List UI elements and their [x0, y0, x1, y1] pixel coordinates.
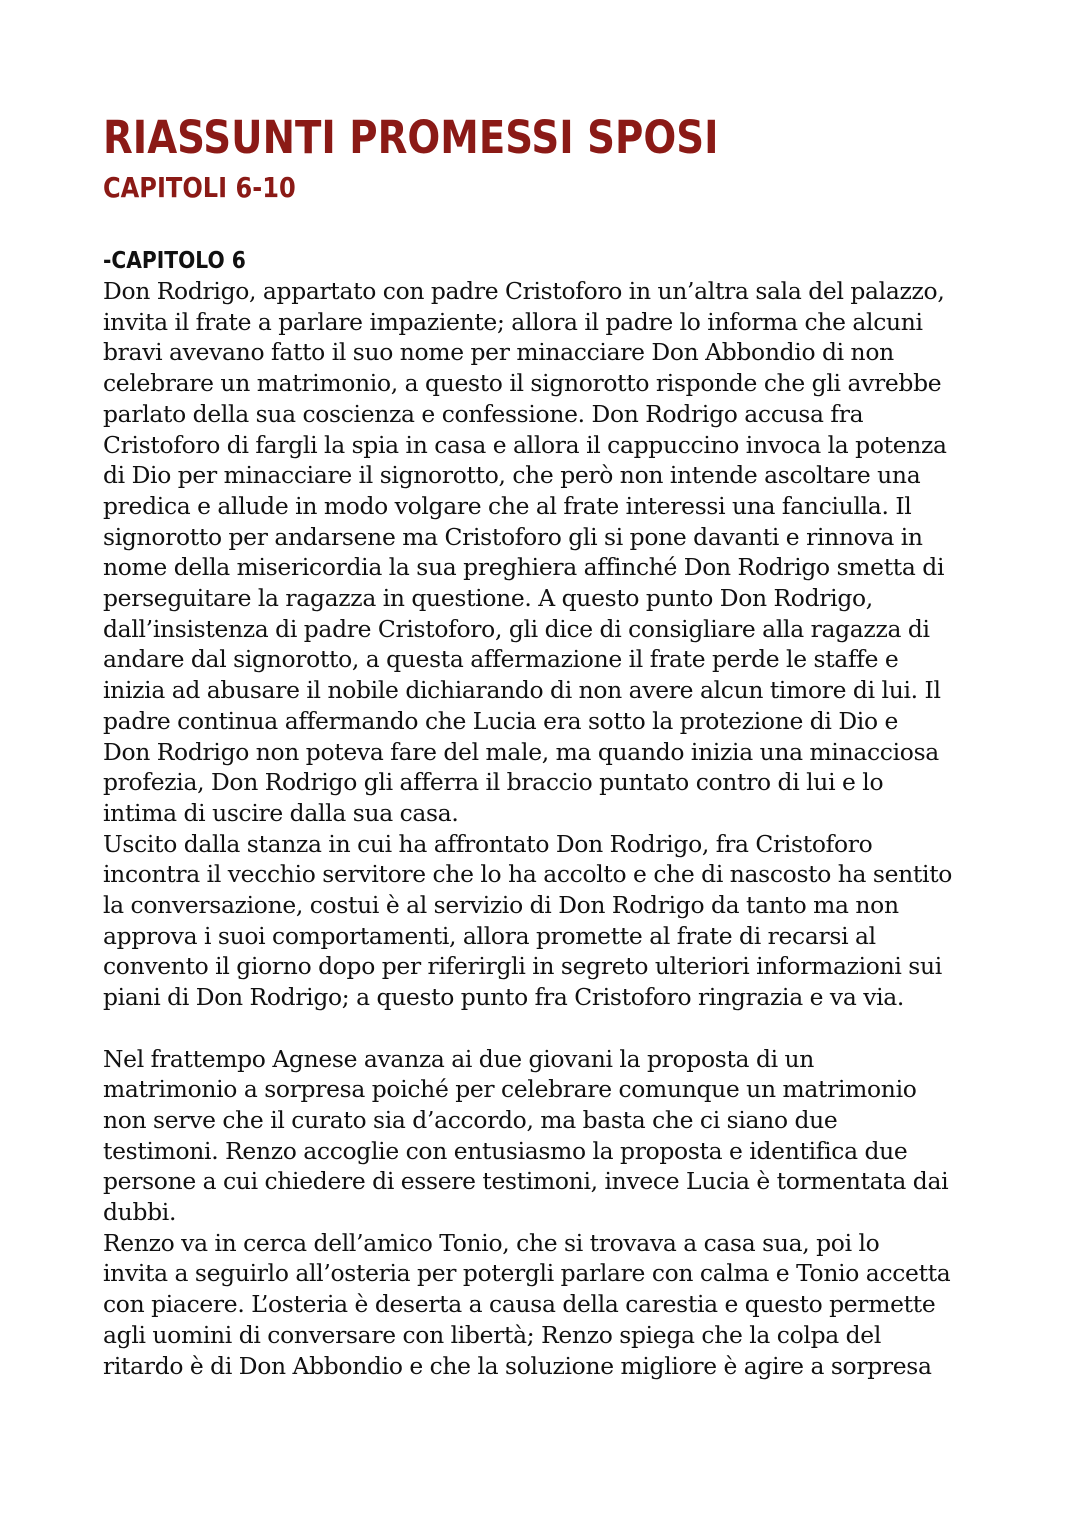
text-line: padre continua affermando che Lucia era sotto la protezione di Dio e — [103, 706, 899, 735]
body-text — [103, 276, 983, 1381]
text-line: convento il giorno dopo per riferirgli in segreto ulteriori informazioni sui — [103, 952, 942, 981]
text-line: bravi avevano fatto il suo nome per minacciare Don Abbondio di non — [103, 338, 894, 367]
text-line: non serve che il curato sia d’accordo, ma basta che ci siano due — [103, 1105, 838, 1134]
text-line: invita il frate a parlare impaziente; allora il padre lo informa che alcuni — [103, 307, 923, 336]
text-line: perseguitare la ragazza in questione. A questo punto Don Rodrigo, — [103, 584, 873, 613]
paragraph-gap — [103, 1013, 983, 1044]
text-line: ritardo è di Don Abbondio e che la soluzione migliore è agire a sorpresa — [103, 1351, 932, 1380]
text-line: dall’insistenza di padre Cristoforo, gli dice di consigliare alla ragazza di — [103, 614, 930, 643]
text-line: predica e allude in modo volgare che al frate interessi una fanciulla. Il — [103, 491, 912, 520]
text-line: Renzo va in cerca dell’amico Tonio, che si trovava a casa sua, poi lo — [103, 1228, 880, 1257]
text-line: piani di Don Rodrigo; a questo punto fra Cristoforo ringrazia e va via. — [103, 983, 905, 1012]
text-line: la conversazione, costui è al servizio di Don Rodrigo da tanto ma non — [103, 891, 899, 920]
paragraph — [103, 276, 983, 829]
paragraph — [103, 1228, 983, 1382]
document-title: RIASSUNTI PROMESSI SPOSI — [103, 111, 719, 164]
paragraph — [103, 829, 983, 1013]
text-line: signorotto per andarsene ma Cristoforo gli si pone davanti e rinnova in — [103, 522, 923, 551]
text-line: con piacere. L’osteria è deserta a causa della carestia e questo permette — [103, 1290, 936, 1319]
text-line: Don Rodrigo, appartato con padre Cristoforo in un’altra sala del palazzo, — [103, 277, 945, 305]
text-line: profezia, Don Rodrigo gli afferra il braccio puntato contro di lui e lo — [103, 768, 884, 797]
text-line: testimoni. Renzo accoglie con entusiasmo la proposta e identifica due — [103, 1136, 908, 1165]
text-line: Nel frattempo Agnese avanza ai due giovani la proposta di un — [103, 1044, 815, 1073]
text-line: matrimonio a sorpresa poiché per celebrare comunque un matrimonio — [103, 1075, 917, 1104]
text-line: Don Rodrigo non poteva fare del male, ma quando inizia una minacciosa — [103, 737, 939, 766]
text-line: invita a seguirlo all’osteria per potergli parlare con calma e Tonio accetta — [103, 1259, 951, 1288]
text-line: nome della misericordia la sua preghiera affinché Don Rodrigo smetta di — [103, 553, 945, 582]
text-line: agli uomini di conversare con libertà; Renzo spiega che la colpa del — [103, 1320, 882, 1349]
text-line: andare dal signorotto, a questa affermazione il frate perde le staffe e — [103, 645, 899, 674]
text-line: approva i suoi comportamenti, allora promette al frate di recarsi al — [103, 921, 876, 950]
document-subtitle: CAPITOLI 6-10 — [103, 171, 296, 204]
chapter-heading: -CAPITOLO 6 — [103, 248, 246, 274]
text-line: dubbi. — [103, 1198, 177, 1227]
paragraph — [103, 1044, 983, 1228]
text-line: di Dio per minacciare il signorotto, che però non intende ascoltare una — [103, 461, 921, 490]
text-line: inizia ad abusare il nobile dichiarando di non avere alcun timore di lui. Il — [103, 676, 941, 705]
document-page — [103, 110, 983, 1381]
text-line: persone a cui chiedere di essere testimoni, invece Lucia è tormentata dai — [103, 1167, 949, 1196]
text-line: intima di uscire dalla sua casa. — [103, 798, 459, 827]
text-line: Cristoforo di fargli la spia in casa e allora il cappuccino invoca la potenza — [103, 430, 947, 459]
text-line: parlato della sua coscienza e confessione. Don Rodrigo accusa fra — [103, 399, 864, 428]
text-line: celebrare un matrimonio, a questo il signorotto risponde che gli avrebbe — [103, 369, 942, 398]
text-line: Uscito dalla stanza in cui ha affrontato Don Rodrigo, fra Cristoforo — [103, 829, 873, 858]
text-line: incontra il vecchio servitore che lo ha accolto e che di nascosto ha sentito — [103, 860, 953, 889]
